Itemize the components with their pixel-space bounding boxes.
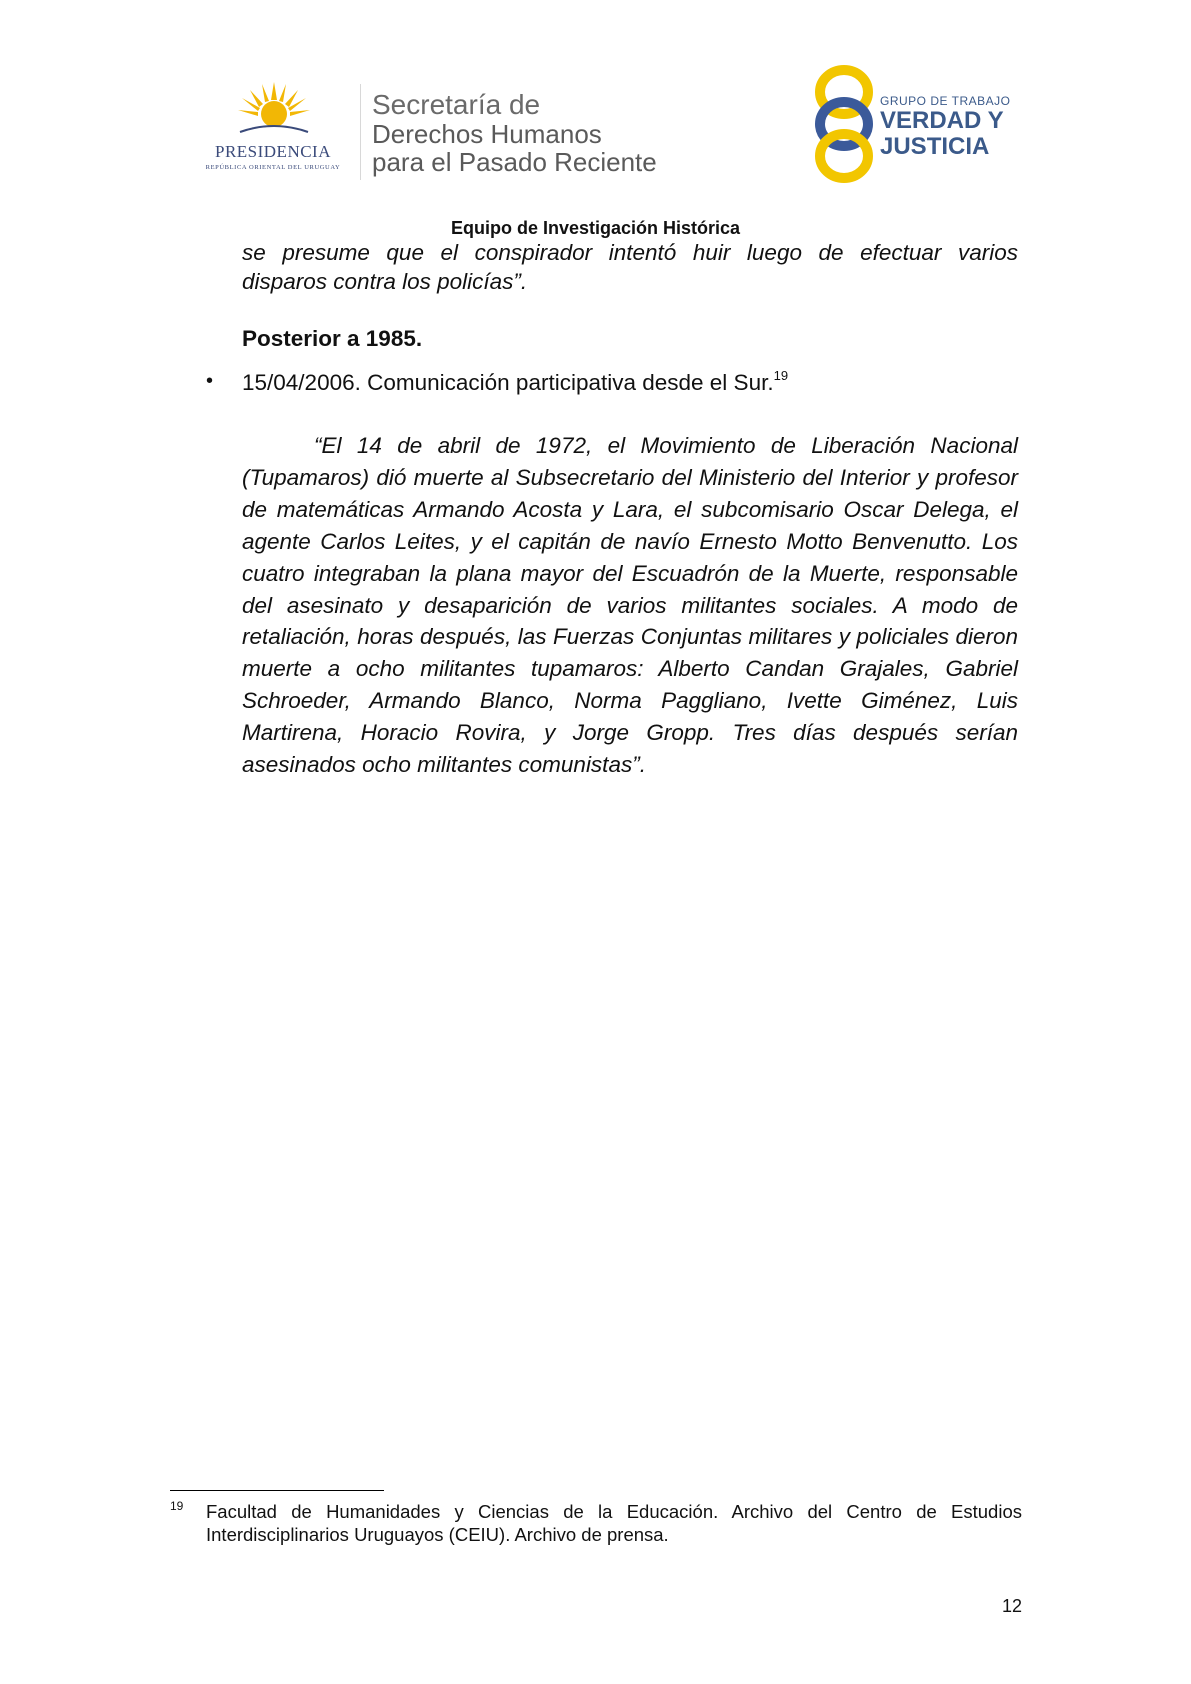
gtvj-line2: VERDAD Y bbox=[880, 107, 1004, 134]
footnote-text: Facultad de Humanidades y Ciencias de la Educación. Archivo del Centro de Estudios Interdisciplinarios Uruguayos (CEIU). Archivo de prensa. bbox=[206, 1501, 1022, 1545]
footnote-number: 19 bbox=[170, 1499, 184, 1513]
gtvj-line3: JUSTICIA bbox=[880, 133, 990, 160]
page-header bbox=[0, 0, 1191, 200]
bullet-text: 15/04/2006. Comunicación participativa desde el Sur. bbox=[242, 370, 774, 395]
section-heading: Posterior a 1985. bbox=[242, 326, 423, 351]
gtvj-title bbox=[880, 94, 1010, 160]
footnote-ref[interactable]: 19 bbox=[773, 368, 789, 383]
continuation-paragraph bbox=[242, 238, 1018, 296]
secretaria-title bbox=[372, 90, 657, 176]
secretaria-line1: Secretaría de bbox=[372, 89, 541, 120]
page-number: 12 bbox=[1002, 1596, 1023, 1616]
secretaria-line2: Derechos Humanos bbox=[372, 119, 602, 149]
presidencia-subtitle: REPÚBLICA ORIENTAL DEL URUGUAY bbox=[205, 164, 341, 171]
team-title: Equipo de Investigación Histórica bbox=[450, 218, 741, 238]
secretaria-line3: para el Pasado Reciente bbox=[372, 147, 657, 177]
footnote-rule bbox=[170, 1490, 384, 1491]
presidencia-name: PRESIDENCIA bbox=[214, 142, 331, 161]
sun-of-may-icon bbox=[236, 80, 312, 140]
quote-paragraph: “El 14 de abril de 1972, el Movimiento de Liberación Nacional (Tupamaros) dió muerte al Subsecretario del Ministerio del Interior y profesor de matemáticas Armando Acosta y Lara, el subcomisario Oscar Delega, el agente Carlos Leites, y el capitán de navío Ernesto Motto Benvenutto. Los cuatro integraban la plana mayor del Escuadrón de la Muerte, responsable del asesinato y desaparición de varios militantes sociales. A modo de retaliación, horas después, las Fuerzas Conjuntas militares y policiales dieron muerte a ocho militantes tupamaros: Alberto Candan Grajales, Gabriel Schroeder, Armando Blanco, Norma Paggliano, Ivette Giménez, Luis Martirena, Horacio Rovira, y Jorge Gropp. Tres días después serían asesinados ocho militantes comunistas”. bbox=[242, 433, 1018, 778]
continuation-line: se presume que el conspirador intentó huir luego de efectuar varios bbox=[242, 240, 1018, 265]
bullet-item bbox=[242, 368, 788, 396]
gtvj-line1: GRUPO DE TRABAJO bbox=[880, 94, 1011, 108]
header-divider bbox=[360, 84, 361, 180]
bullet-marker: • bbox=[206, 370, 214, 392]
presidencia-logo bbox=[196, 80, 350, 180]
continuation-last-line: disparos contra los policías”. bbox=[242, 269, 528, 294]
